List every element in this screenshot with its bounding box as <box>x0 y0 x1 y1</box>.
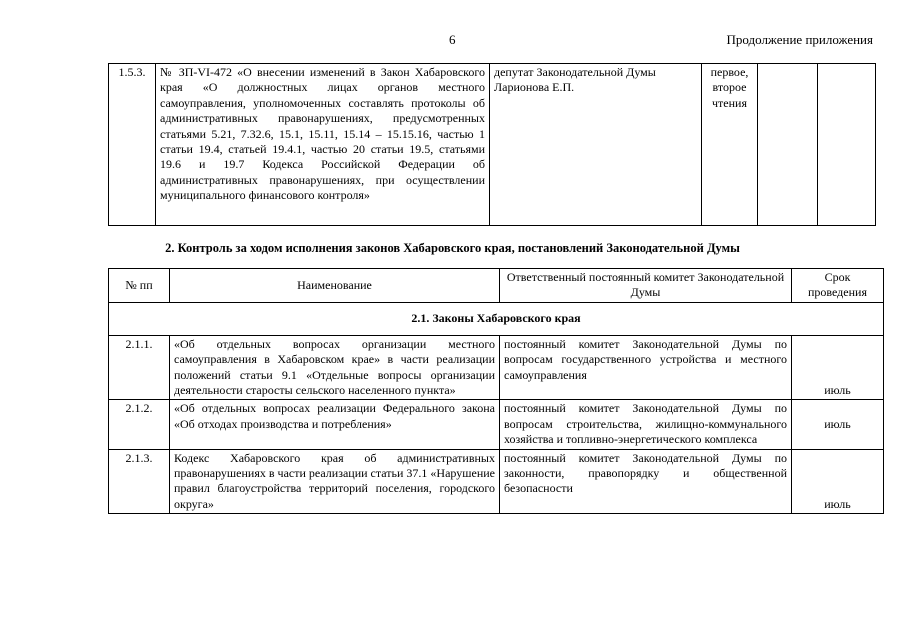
header-committee: Ответственный постоянный комитет Законодательной Думы <box>500 269 792 303</box>
row-name: «Об отдельных вопросах реализации Федерального закона «Об отходах производства и потребления» <box>170 400 500 449</box>
header-name: Наименование <box>170 269 500 303</box>
row-name: № ЗП-VI-472 «О внесении изменений в Закон Хабаровского края «О должностных лицах органов местного самоуправления, уполномоченных составлять протоколы об административных правонарушениях, предусмотренных статьями 5.21, 7.32.6, 15.1, 15.11, 15.14 – 15.15.16, частью 1 статьи 19.4, статьей 19.4.1, частью 20 статьи 19.5, статьями 19.6 и 19.7 Кодекса Российской Федерации об административных правонарушениях, при осуществлении муниципального финансового контроля» <box>156 64 490 226</box>
row-number: 1.5.3. <box>109 64 156 226</box>
continuation-label: Продолжение приложения <box>726 32 873 47</box>
table-row <box>109 64 876 226</box>
header-period: Срок проведения <box>792 269 884 303</box>
page-number: 6 <box>449 32 456 47</box>
row-committee: постоянный комитет Законодательной Думы по законности, правопорядку и общественной безопасности <box>500 449 792 514</box>
row-number: 2.1.1. <box>109 335 170 400</box>
row-author: депутат Законодательной Думы Ларионова Е.П. <box>490 64 702 226</box>
subsection-row <box>109 302 884 335</box>
row-committee: постоянный комитет Законодательной Думы по вопросам строительства, жилищно-коммунального хозяйства и топливно-энергетического комплекса <box>500 400 792 449</box>
main-table <box>108 268 884 514</box>
top-table <box>108 63 876 226</box>
row-number: 2.1.3. <box>109 449 170 514</box>
row-empty-cell <box>758 64 818 226</box>
table-row <box>109 400 884 449</box>
row-period: июль <box>792 400 884 449</box>
header-number: № пп <box>109 269 170 303</box>
row-name: Кодекс Хабаровского края об административных правонарушениях в части реализации статьи 37.1 «Нарушение правил благоустройства территорий поселения, городского округа» <box>170 449 500 514</box>
row-reading: первое, второе чтения <box>702 64 758 226</box>
table-row <box>109 335 884 400</box>
row-period: июль <box>792 335 884 400</box>
row-empty-cell <box>818 64 876 226</box>
row-name: «Об отдельных вопросах организации местного самоуправления в Хабаровском крае» в части реализации положений статьи 9.1 «Отдельные вопросы организации деятельности старосты сельского населенного пункта» <box>170 335 500 400</box>
row-number: 2.1.2. <box>109 400 170 449</box>
table-row <box>109 449 884 514</box>
subsection-title: 2.1. Законы Хабаровского края <box>109 302 884 335</box>
section-title: 2. Контроль за ходом исполнения законов Хабаровского края, постановлений Законодательной Думы <box>165 241 740 255</box>
row-committee: постоянный комитет Законодательной Думы по вопросам государственного устройства и местного самоуправления <box>500 335 792 400</box>
table-header-row <box>109 269 884 303</box>
row-period: июль <box>792 449 884 514</box>
